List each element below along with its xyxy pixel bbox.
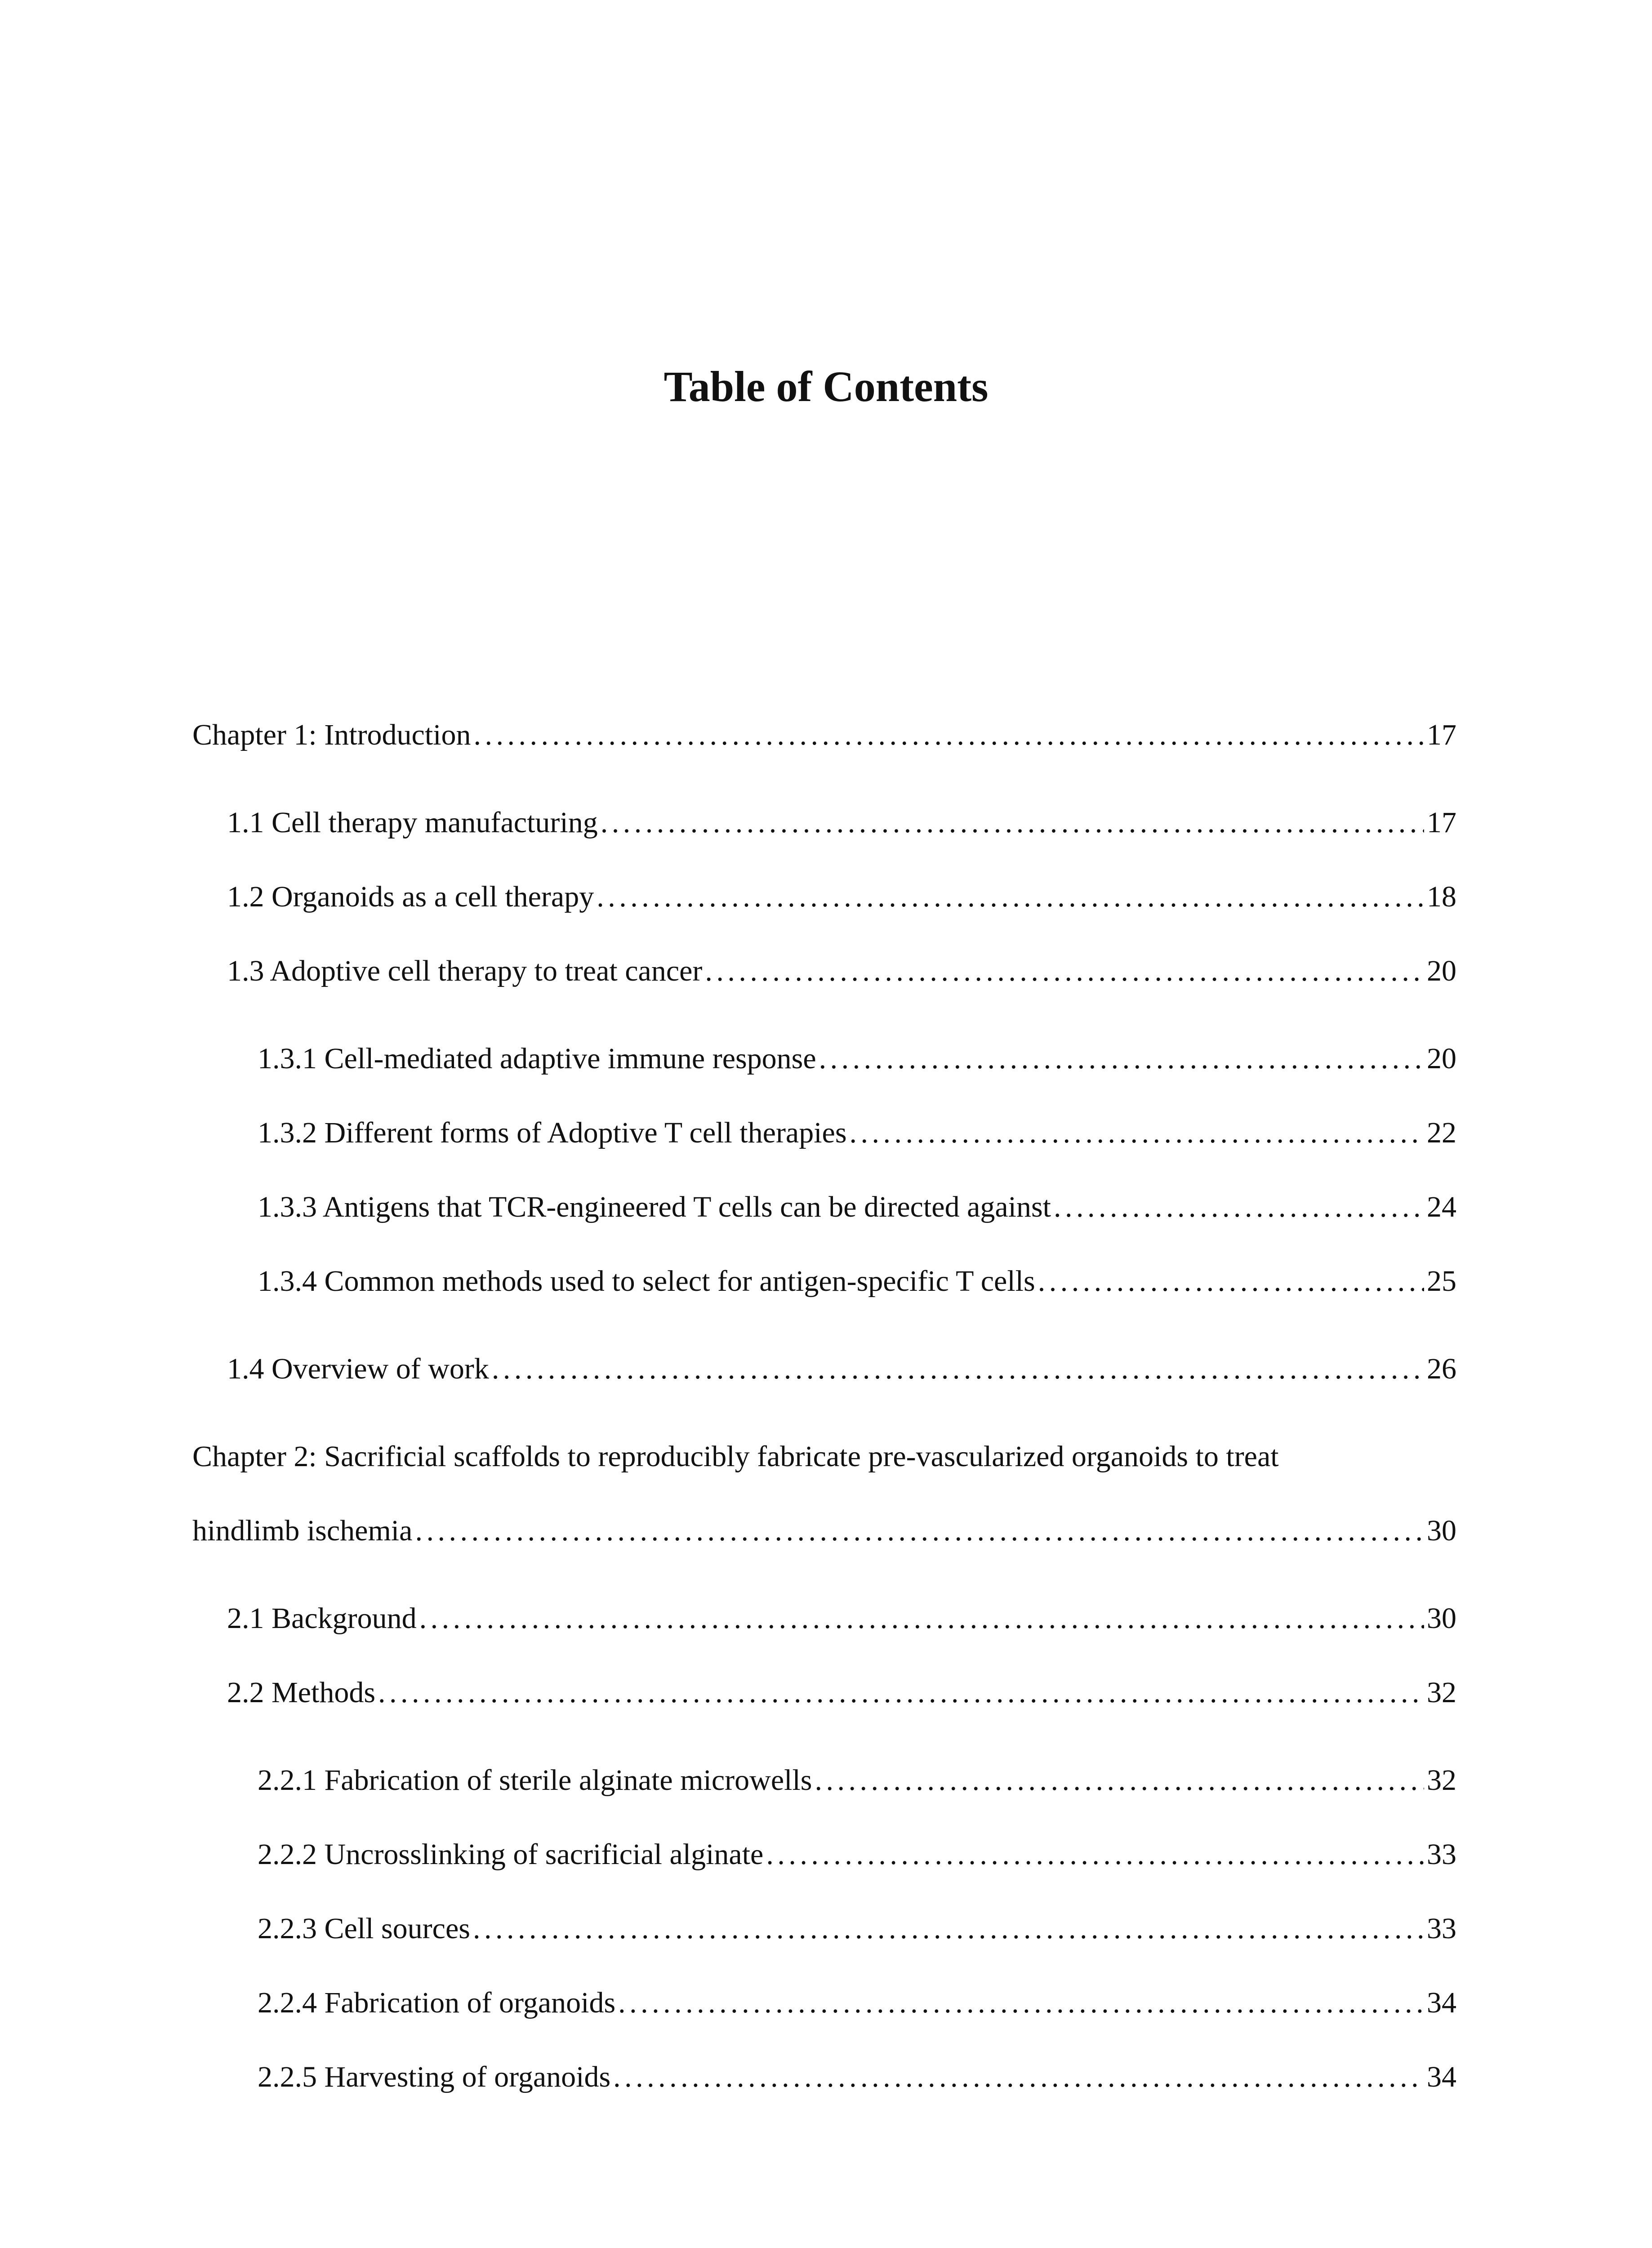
dot-leader (819, 1039, 1424, 1079)
toc-entry-label: 1.3.1 Cell-mediated adaptive immune response (258, 1042, 816, 1075)
toc-entry-1-3 (227, 951, 1456, 991)
toc-entry-page: 17 (1427, 718, 1456, 751)
toc-entry-page: 24 (1427, 1191, 1456, 1223)
toc-entry-page: 32 (1427, 1764, 1456, 1797)
toc-entry-label: 2.2.4 Fabrication of organoids (258, 1986, 616, 2019)
toc-entry-1-3-2 (258, 1113, 1456, 1153)
toc-entry-2-2-4 (258, 1983, 1456, 2023)
toc-entry-label: 1.1 Cell therapy manufacturing (227, 806, 598, 839)
toc-entry-label: hindlimb ischemia (192, 1514, 413, 1547)
toc-entry-label: 1.3.4 Common methods used to select for antigen-specific T cells (258, 1265, 1035, 1298)
toc-entry-page: 32 (1427, 1676, 1456, 1709)
dot-leader (474, 715, 1424, 755)
dot-leader (613, 2057, 1424, 2097)
toc-entry-2-2-2 (258, 1834, 1456, 1875)
toc-entry-page: 30 (1427, 1514, 1456, 1547)
toc-entry-page: 33 (1427, 1912, 1456, 1945)
toc-entry-1-1 (227, 803, 1456, 843)
toc-entry-2-2-1 (258, 1760, 1456, 1801)
toc-entry-page: 26 (1427, 1352, 1456, 1385)
toc-entry-label: 2.2.1 Fabrication of sterile alginate microwells (258, 1764, 812, 1797)
toc-entry-1-2 (227, 877, 1456, 917)
toc-entry-chapter-2-line-1: Chapter 2: Sacrificial scaffolds to reproducibly fabricate pre-vascularized organoids to treat (192, 1440, 1279, 1473)
dot-leader (378, 1673, 1424, 1713)
toc-entry-page: 30 (1427, 1602, 1456, 1635)
toc-entry-page: 22 (1427, 1116, 1456, 1149)
toc-entry-page: 25 (1427, 1265, 1456, 1298)
dot-leader (597, 877, 1424, 917)
toc-entry-label: 2.2 Methods (227, 1676, 375, 1709)
dot-leader (618, 1983, 1424, 2023)
toc-entry-page: 20 (1427, 1042, 1456, 1075)
toc-entry-1-3-4 (258, 1261, 1456, 1302)
toc-entry-label: 1.2 Organoids as a cell therapy (227, 880, 594, 913)
dot-leader (419, 1598, 1424, 1639)
toc-entry-label: Chapter 1: Introduction (192, 718, 471, 751)
toc-entry-chapter-1 (192, 715, 1456, 755)
toc-entry-page: 18 (1427, 880, 1456, 913)
toc-entry-label: 2.2.5 Harvesting of organoids (258, 2061, 611, 2093)
dot-leader (1054, 1187, 1424, 1227)
dot-leader (705, 951, 1424, 991)
dot-leader (601, 803, 1424, 843)
toc-entry-label: 1.3.3 Antigens that TCR-engineered T cells can be directed against (258, 1191, 1051, 1223)
toc-entry-label: 2.2.2 Uncrosslinking of sacrificial alginate (258, 1838, 764, 1871)
page-title: Table of Contents (663, 362, 989, 410)
dot-leader (415, 1511, 1424, 1551)
dot-leader (766, 1834, 1424, 1875)
toc-entry-2-2 (227, 1673, 1456, 1713)
dot-leader (815, 1760, 1424, 1801)
toc-entry-2-2-3 (258, 1909, 1456, 1949)
toc-entry-page: 20 (1427, 955, 1456, 987)
dot-leader (492, 1349, 1424, 1389)
toc-entry-label: 1.3 Adoptive cell therapy to treat cancer (227, 955, 703, 987)
toc-entry-label: 1.4 Overview of work (227, 1352, 489, 1385)
toc-entry-1-3-3 (258, 1187, 1456, 1227)
dot-leader (1038, 1261, 1424, 1302)
toc-entry-chapter-2 (192, 1511, 1456, 1551)
toc-entry-page: 33 (1427, 1838, 1456, 1871)
toc-entry-label: 2.2.3 Cell sources (258, 1912, 470, 1945)
toc-entry-1-3-1 (258, 1039, 1456, 1079)
toc-entry-label: 1.3.2 Different forms of Adoptive T cell therapies (258, 1116, 847, 1149)
toc-entry-page: 34 (1427, 2061, 1456, 2093)
toc-entry-label: 2.1 Background (227, 1602, 417, 1635)
toc-entry-page: 34 (1427, 1986, 1456, 2019)
toc-entry-1-4 (227, 1349, 1456, 1389)
toc-entry-2-1 (227, 1598, 1456, 1639)
dot-leader (850, 1113, 1424, 1153)
toc-entry-2-2-5 (258, 2057, 1456, 2097)
toc-entry-page: 17 (1427, 806, 1456, 839)
dot-leader (473, 1909, 1424, 1949)
